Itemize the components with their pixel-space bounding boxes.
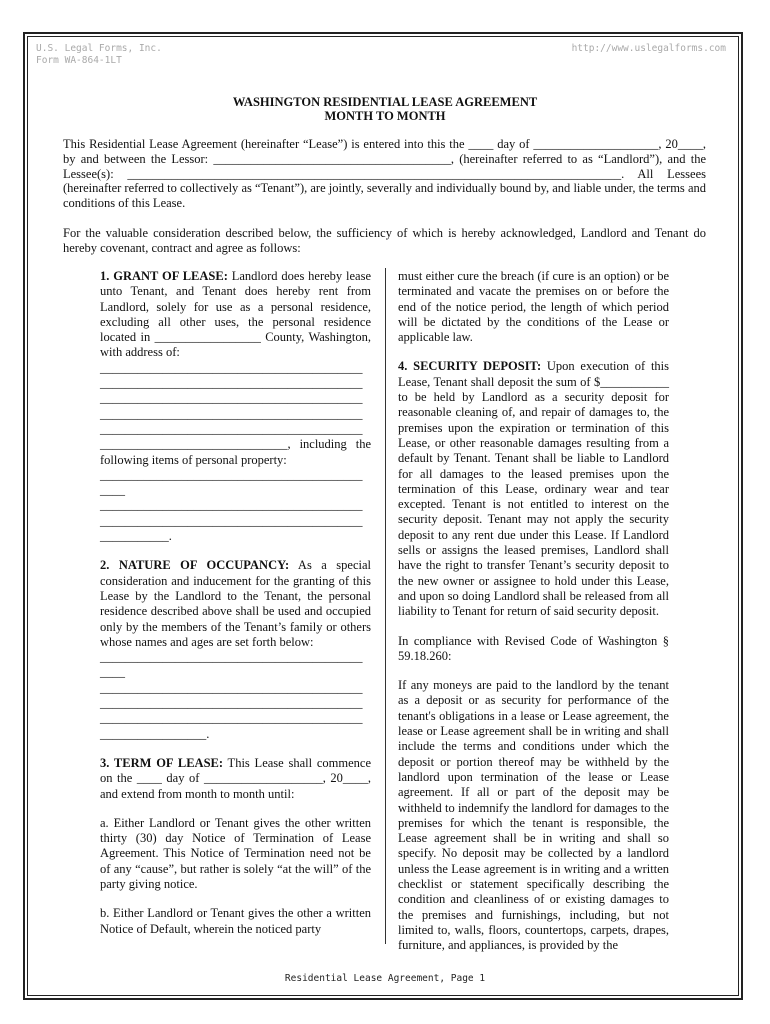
section-security-deposit [398,359,669,619]
blank-line[interactable]: __________________________________________ [100,650,363,665]
section-body: As a special consideration and inducement for the granting of this Lease by the Landlord to the Tenant, the personal residence described above shall be used and occupied only by the members of the Tenant’s family or others whose names and ages are set forth below: [100,558,371,649]
statute-text: If any moneys are paid to the landlord by the tenant as a deposit or as security for performance of the tenant's obligations in a lease or Lease agreement, the lease or Lease agreement shall be in writing and shall include the terms and conditions under which the deposit or portion thereof may be withheld by the landlord upon termination of the lease or Lease agreement. If all or part of the deposit may be withheld to indemnify the landlord for damages to the premises for which the tenant is responsible, the Lease agreement shall be in writing and shall so specify. No deposit may be collected by a landlord unless the Lease agreement is in writing and a written checklist or statement specifically describing the condition and cleanliness of or existing damages to the premises and furnishings, including, but not limited to, walls, floors, countertops, carpets, drapes, furniture, and appliances, is provided by the [398,678,669,953]
section-grant-of-lease [100,269,371,544]
section-term-of-lease [100,756,371,802]
rcw-reference: In compliance with Revised Code of Washington § 59.18.260: [398,633,669,663]
document-title [0,95,770,123]
page-footer: Residential Lease Agreement, Page 1 [284,973,486,984]
header-form-id: Form WA-864-1LT [36,55,122,66]
section-nature-of-occupancy [100,558,371,742]
section-body: Upon execution of this Lease, Tenant shall deposit the sum of $___________ to be held by Landlord as a security deposit for reasonable cleaning of, and repair of damages to, the premises upon the expiration or termination of this Lease, or other reasonable damages resulting from a default by Tenant. Tenant shall be liable to Landlord for all damages to the leased premises upon the termination of this Lease, ordinary wear and tear excepted. Tenant is not entitled to interest on the security deposit. Tenant may not apply the security deposit to any rent due under this Lease. If Landlord sells or assigns the leased premises, Landlord shall have the right to transfer Tenant’s security deposit to the new owner or assignee to hold under this Lease, and upon so doing Landlord shall be released from all liability to Tenant for return of said security deposit. [398,359,670,619]
blank-line[interactable]: ___________. [100,529,172,544]
header-company: U.S. Legal Forms, Inc. [36,43,162,54]
blank-line[interactable]: __________________________________________ [100,421,363,436]
section-text: ______________________________, including the following items of personal property: [100,437,371,467]
blank-line[interactable]: __________________________________________ [100,498,363,513]
title-line-2: MONTH TO MONTH [324,109,446,123]
term-clause-b-continued: must either cure the breach (if cure is an option) or be terminated and vacate the premises on or before the end of the notice period, the length of which period will be dictated by the conditions of the Lease or applicable law. [398,269,669,345]
section-body: This Lease shall commence on the ____ day of ___________________, 20____, and extend from month to month until: [100,755,371,801]
section-heading: 2. NATURE OF OCCUPANCY: [100,558,290,573]
blank-line[interactable]: __________________________________________ [100,360,363,375]
right-column [398,269,669,967]
term-clause-b: b. Either Landlord or Tenant gives the other a written Notice of Default, wherein the noticed party [100,906,371,936]
intro-paragraph-1: This Residential Lease Agreement (hereinafter “Lease”) is entered into this the ____ day of ____________________, 20____, by and between the Lessor: ______________________________________, (hereinafter referred to as “Landlord”), and the Lessee(s): _______________________________________________________________________________. All Lessees (hereinafter referred to collectively as “Tenant”), are jointly, severally and individually bound by, and liable under, the terms and conditions of this Lease. [63,137,706,211]
blank-line[interactable]: ____ [100,665,125,680]
term-clause-a: a. Either Landlord or Tenant gives the other written thirty (30) day Notice of Termination of Lease Agreement. This Notice of Termination need not be of any “cause”, but rather is solely “at the will” of the party giving notice. [100,815,371,891]
left-column [100,269,371,951]
section-heading: 3. TERM OF LEASE: [100,755,224,770]
section-heading: 1. GRANT OF LEASE: [100,269,228,283]
blank-line[interactable]: __________________________________________ [100,513,363,528]
blank-line[interactable]: __________________________________________ [100,680,363,695]
blank-line[interactable]: __________________________________________ [100,711,363,726]
blank-line[interactable]: _________________. [100,726,210,741]
title-line-1: WASHINGTON RESIDENTIAL LEASE AGREEMENT [232,95,538,109]
blank-line[interactable]: __________________________________________ [100,467,363,482]
blank-line[interactable]: __________________________________________ [100,391,363,406]
intro-paragraph-2: For the valuable consideration described below, the sufficiency of which is hereby acknowledged, Landlord and Tenant do hereby covenant, contract and agree as follows: [63,225,706,255]
column-divider [385,268,386,944]
section-body: Landlord does hereby lease unto Tenant, and Tenant does hereby rent from Landlord, solely for use as a personal residence, excluding all other uses, the personal residence located in _________________ County, Washington, with address of: [100,269,371,360]
header-url[interactable]: http://www.uslegalforms.com [571,43,726,54]
blank-line[interactable]: __________________________________________ [100,696,363,711]
section-heading: 4. SECURITY DEPOSIT: [398,359,542,374]
blank-line[interactable]: __________________________________________ [100,406,363,421]
intro-section [63,137,706,271]
blank-line[interactable]: ____ [100,483,125,498]
blank-line[interactable]: __________________________________________ [100,376,363,391]
header-left [36,43,162,67]
